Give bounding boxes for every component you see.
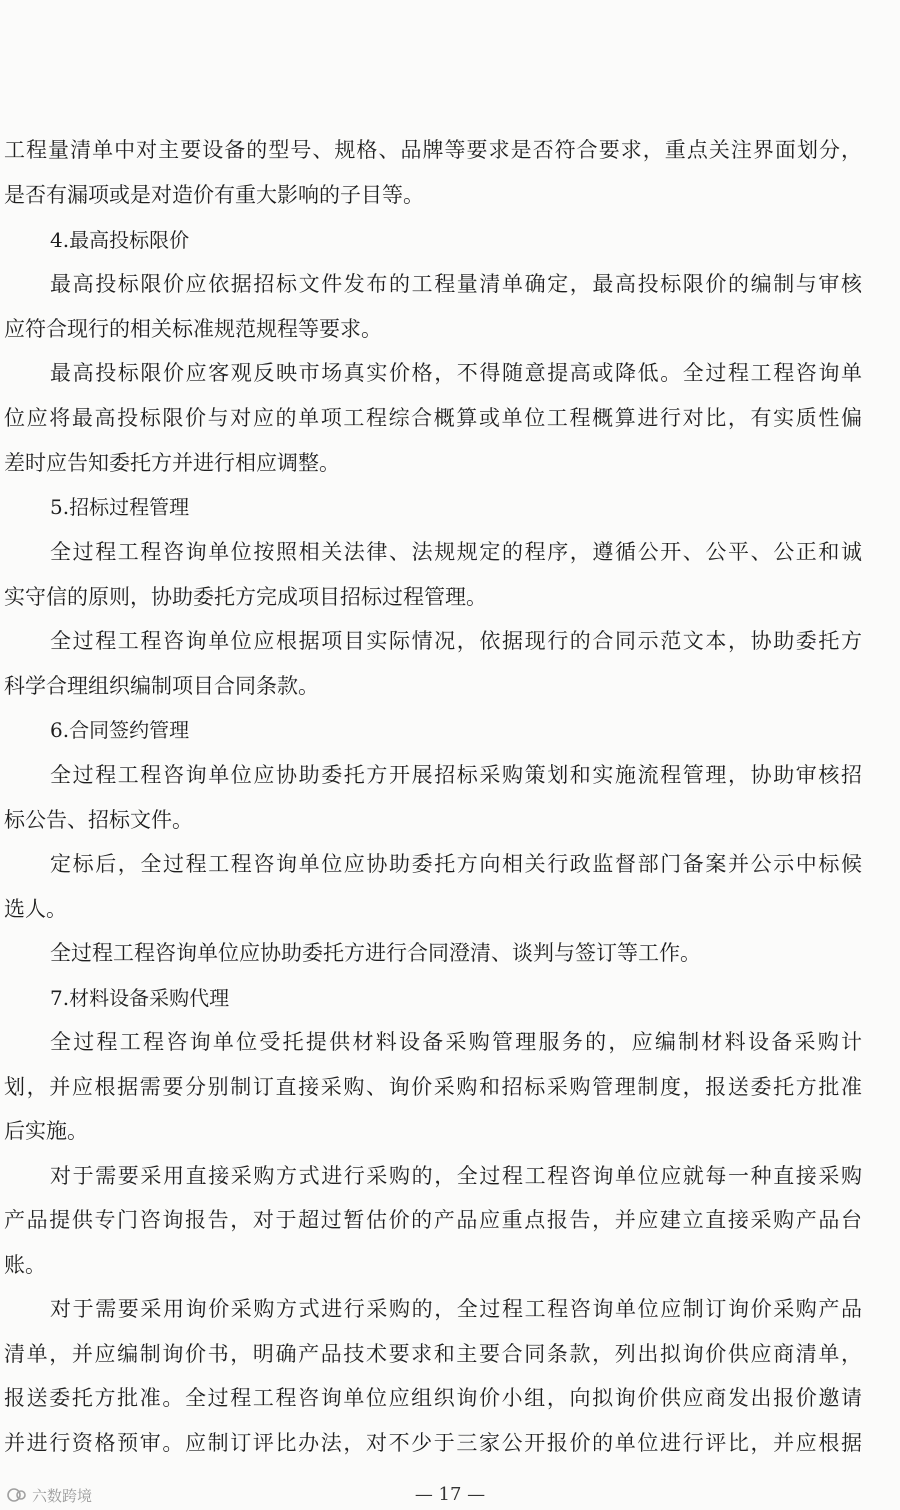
paragraph-line: 定标后，全过程工程咨询单位应协助委托方向相关行政监督部门备案并公示中标候 [50, 852, 862, 876]
paragraph-line: 全过程工程咨询单位按照相关法律、法规规定的程序，遵循公开、公平、公正和诚 [50, 540, 862, 564]
paragraph-line: 全过程工程咨询单位受托提供材料设备采购管理服务的，应编制材料设备采购计 [50, 1030, 862, 1054]
page-number: — 17 — [414, 1484, 486, 1505]
paragraph-line: 清单，并应编制询价书，明确产品技术要求和主要合同条款，列出拟询价供应商清单， [4, 1342, 862, 1366]
paragraph-line: 应符合现行的相关标准规范规程等要求。 [4, 317, 382, 341]
paragraph-line: 产品提供专门咨询报告，对于超过暂估价的产品应重点报告，并应建立直接采购产品台 [4, 1208, 862, 1232]
paragraph-line: 科学合理组织编制项目合同条款。 [4, 674, 319, 698]
section-heading: 4.最高投标限价 [50, 228, 190, 252]
section-heading: 5.招标过程管理 [50, 495, 190, 519]
paragraph-line: 是否有漏项或是对造价有重大影响的子目等。 [4, 183, 424, 207]
watermark [6, 1483, 92, 1507]
watermark-text: 六数跨境 [32, 1486, 93, 1505]
paragraph-line: 划，并应根据需要分别制订直接采购、询价采购和招标采购管理制度，报送委托方批准 [4, 1075, 862, 1099]
paragraph-line: 对于需要采用询价采购方式进行采购的，全过程工程咨询单位应制订询价采购产品 [50, 1297, 862, 1321]
paragraph-line: 最高投标限价应客观反映市场真实价格，不得随意提高或降低。全过程工程咨询单 [50, 361, 862, 385]
paragraph-line: 账。 [4, 1253, 46, 1277]
paragraph-line: 位应将最高投标限价与对应的单项工程综合概算或单位工程概算进行对比，有实质性偏 [4, 406, 862, 430]
paragraph-line: 后实施。 [4, 1119, 88, 1143]
paragraph-line: 最高投标限价应依据招标文件发布的工程量清单确定，最高投标限价的编制与审核 [50, 272, 862, 296]
paragraph-line: 全过程工程咨询单位应协助委托方开展招标采购策划和实施流程管理，协助审核招 [50, 763, 862, 787]
paragraph-line: 工程量清单中对主要设备的型号、规格、品牌等要求是否符合要求，重点关注界面划分， [4, 138, 862, 162]
section-heading: 6.合同签约管理 [50, 718, 190, 742]
paragraph-line: 选人。 [4, 897, 67, 921]
paragraph-line: 并进行资格预审。应制订评比办法，对不少于三家公开报价的单位进行评比，并应根据 [4, 1431, 862, 1455]
paragraph-line: 全过程工程咨询单位应协助委托方进行合同澄清、谈判与签订等工作。 [50, 941, 701, 965]
paragraph-line: 报送委托方批准。全过程工程咨询单位应组织询价小组，向拟询价供应商发出报价邀请 [4, 1386, 862, 1410]
section-heading: 7.材料设备采购代理 [50, 986, 230, 1010]
paragraph-line: 实守信的原则，协助委托方完成项目招标过程管理。 [4, 585, 487, 609]
paragraph-line: 差时应告知委托方并进行相应调整。 [4, 451, 340, 475]
paragraph-line: 对于需要采用直接采购方式进行采购的，全过程工程咨询单位应就每一种直接采购 [50, 1164, 862, 1188]
paragraph-line: 标公告、招标文件。 [4, 808, 193, 832]
paragraph-line: 全过程工程咨询单位应根据项目实际情况，依据现行的合同示范文本，协助委托方 [50, 629, 862, 653]
brand-logo-icon [6, 1485, 28, 1505]
